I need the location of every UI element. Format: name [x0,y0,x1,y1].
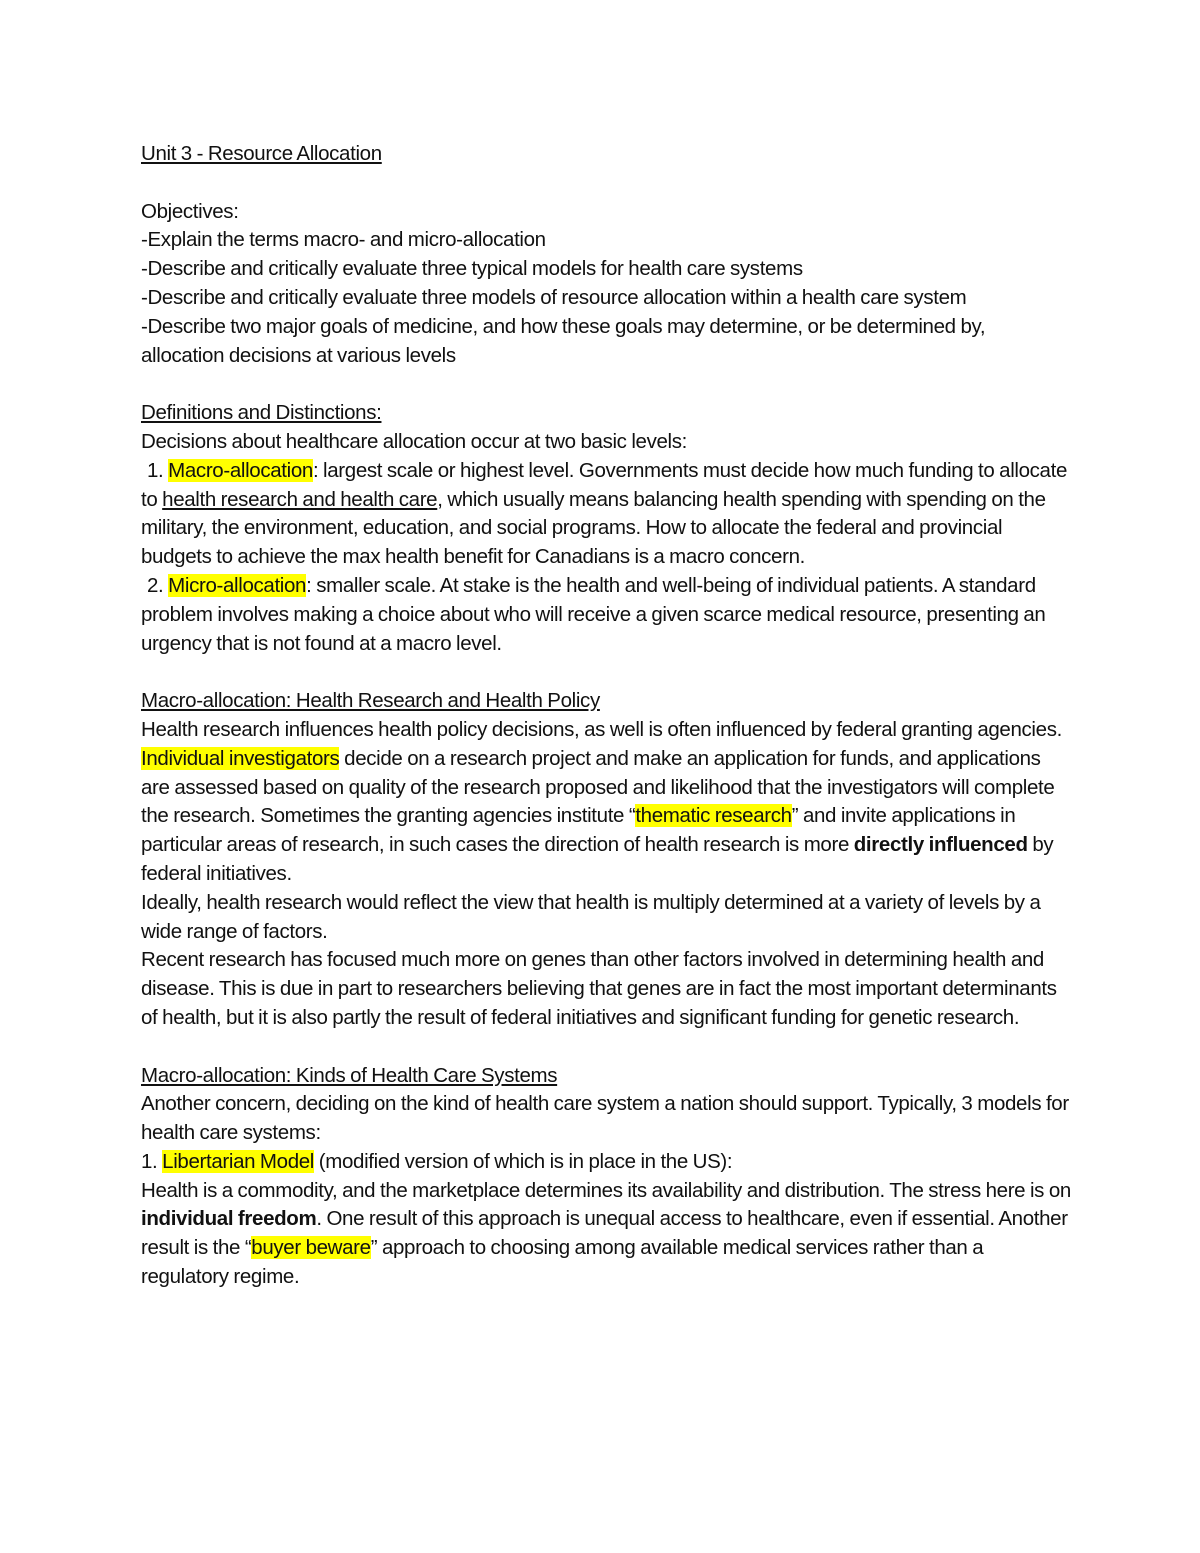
research-paragraph: Health research influences health policy decisions, as well is often influenced by federal granting agencies. [141,717,1062,741]
highlighted-term: buyer beware [251,1236,371,1260]
libertarian-paragraph [141,1177,1071,1292]
list-number: 1. [147,458,169,482]
paragraph-text: ” approach to choosing among available medical services rather than a regulatory regime. [141,1236,984,1289]
highlighted-term: thematic research [635,804,792,828]
paragraph-text: Health is a commodity, and the marketplace determines its availability and distribution. The stress here is on [141,1178,1071,1202]
objective-item: -Describe and critically evaluate three typical models for health care systems [141,257,803,281]
highlighted-term: Micro-allocation [168,573,307,597]
research-heading: Macro-allocation: Health Research and Health Policy [141,689,600,713]
bold-text: directly influenced [853,833,1028,857]
micro-allocation-paragraph [141,572,1071,658]
objective-item: -Describe two major goals of medicine, and how these goals may determine, or be determined by, allocation decisions at various levels [141,314,986,367]
objective-item: -Explain the terms macro- and micro-allocation [141,228,546,252]
paragraph-text: by federal initiatives. [141,833,1054,885]
objective-item: -Describe and critically evaluate three models of resource allocation within a health care system [141,285,967,309]
definitions-heading: Definitions and Distinctions: [141,401,382,425]
list-number: 2. [147,573,169,597]
document-page [141,140,1071,1292]
paragraph-text: : smaller scale. At stake is the health and well-being of individual patients. A standard problem involves making a choice about who will receive a given scarce medical resource, presenting an urgency that is not found at a macro level. [141,573,1046,655]
paragraph-text: : largest scale or highest level. Governments must decide how much funding to allocate to [141,458,1067,511]
paragraph-text: (modified version of which is in place in the US): [314,1149,733,1173]
bold-text: individual freedom [141,1207,317,1231]
objectives-heading: Objectives: [141,199,239,223]
highlighted-term: Individual investigators [141,746,340,770]
spacer [141,169,1071,198]
definitions-intro: Decisions about healthcare allocation occur at two basic levels: [141,429,687,453]
spacer [141,658,1071,687]
paragraph-text: decide on a research project and make an application for funds, and applications are assessed based on quality of the research proposed and likelihood that the investigators will complete the research. Sometimes the granting agencies institute “ [141,746,1055,828]
systems-heading: Macro-allocation: Kinds of Health Care Systems [141,1063,558,1087]
spacer [141,1033,1071,1062]
spacer [141,370,1071,399]
research-paragraph: Ideally, health research would reflect the view that health is multiply determined at a variety of levels by a wide range of factors. [141,890,1041,943]
paragraph-text: , which usually means balancing health spending with spending on the military, the environment, education, and social programs. How to allocate the federal and provincial budgets to achieve the max health benefit for Canadians is a macro concern. [141,487,1046,569]
investigators-paragraph [141,745,1071,889]
macro-allocation-paragraph [141,457,1071,572]
list-number: 1. [141,1149,163,1173]
research-paragraph: Recent research has focused much more on genes than other factors involved in determining health and disease. This is due in part to researchers believing that genes are in fact the most important determinants of health, but it is also partly the result of federal initiatives and significant funding for genetic research. [141,948,1057,1029]
highlighted-term: Libertarian Model [162,1149,315,1173]
paragraph-text: . One result of this approach is unequal access to healthcare, even if essential. Another result is the “ [141,1207,1068,1260]
underlined-text: health research and health care [162,487,438,511]
systems-paragraph: Another concern, deciding on the kind of health care system a nation should support. Typically, 3 models for health care systems: [141,1092,1069,1145]
document-title: Unit 3 - Resource Allocation [141,142,382,165]
highlighted-term: Macro-allocation [168,458,313,482]
paragraph-text: ” and invite applications in particular areas of research, in such cases the direction of health research is more [141,804,1016,857]
libertarian-model-line [141,1148,1071,1177]
